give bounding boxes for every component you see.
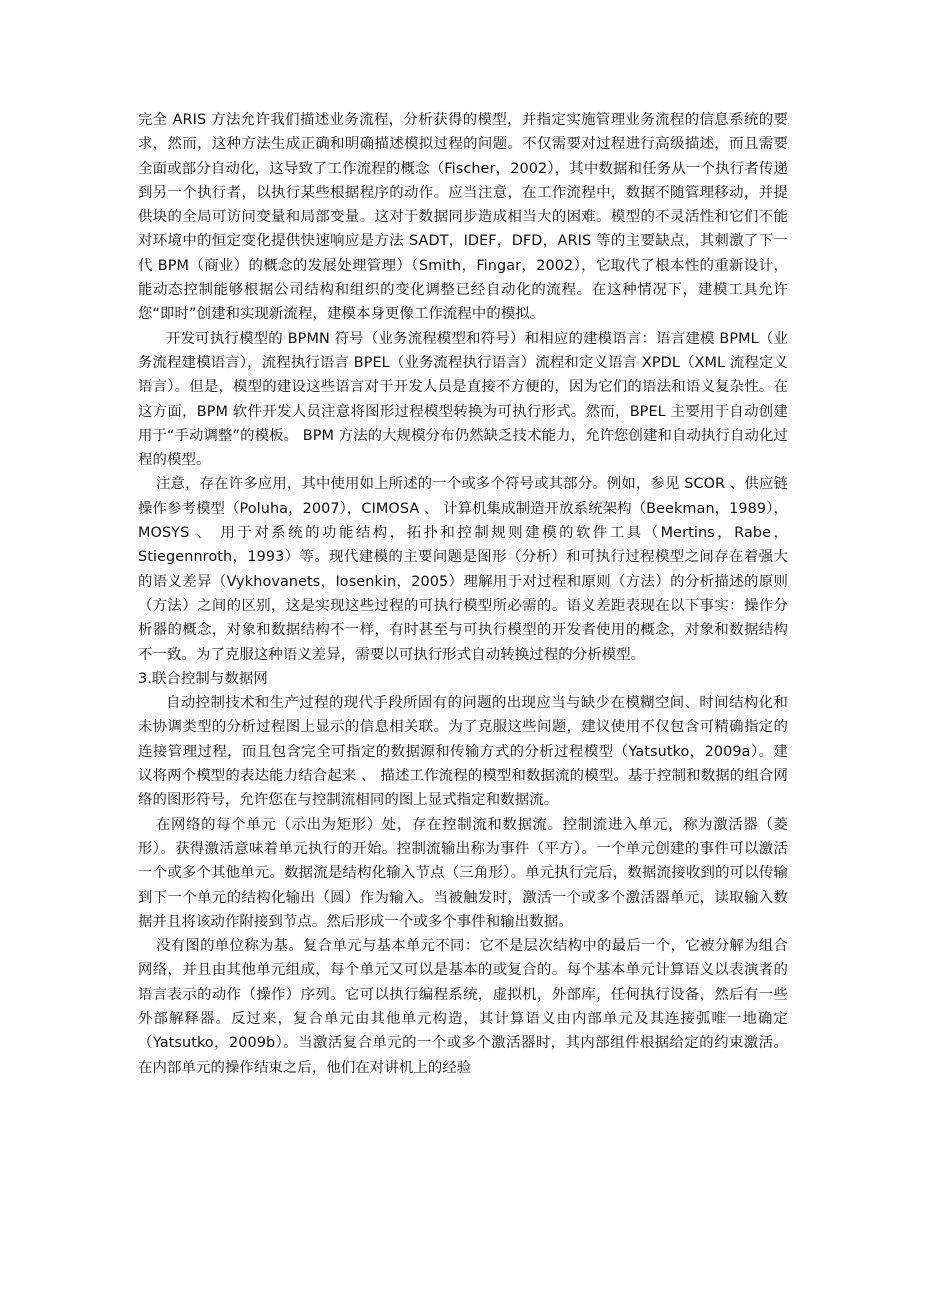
paragraph-network-units: 在网络的每个单元（示出为矩形）处，存在控制流和数据流。控制流进入单元，称为激活器（菱形）。获得激活意味着单元执行的开始。控制流输出称为事件（平方）。一个单元创建的事件可以激活一个或多个其他单元。数据流是结构化输入节点（三角形）。单元执行完后，数据流接收到的可以传输到下一个单元的结构化输出（圆）作为输入。当被触发时，激活一个或多个激活器单元，读取输入数据并且将该动作附接到节点。然后形成一个或多个事件和输出数据。 — [138, 816, 788, 930]
paragraph-semantic-gap: 注意，存在许多应用，其中使用如上所述的一个或多个符号或其部分。例如，参见 SCOR 、供应链操作参考模型（Poluha，2007），CIMOSA 、 计算机集成制造开放系统架构（Beekman，1989），MOSYS 、 用于对系统的功能结构，拓扑和控制规则建模的软件工具（Mertins，Rabe，Stiegennroth，1993）等。现代建模的主要问题是图形（分析）和可执行过程模型之间存在着强大的语义差异（Vykhovanets，Iosenkin，2005）理解用于对过程和原则（方法）的分析描述的原则（方法）之间的区别，这是实现这些过程的可执行模型所必需的。语义差距表现在以下事实：操作分析器的概念，对象和数据结构不一样，有时甚至与可执行模型的开发者使用的概念，对象和数据结构不一致。为了克服这种语义差异，需要以可执行形式自动转换过程的分析模型。 — [138, 476, 788, 663]
paragraph-control-data-model: 自动控制技术和生产过程的现代手段所固有的问题的出现应当与缺少在模糊空间、时间结构化和未协调类型的分析过程图上显示的信息相关联。为了克服这些问题，建议使用不仅包含可精确指定的连接管理过程，而且包含完全可指定的数据源和传输方式的分析过程模型（Yatsutko，2009a）。建议将两个模型的表达能力结合起来 、 描述工作流程的模型和数据流的模型。基于控制和数据的组合网络的图形符号，允许您在与控制流相同的图上显式指定和数据流。 — [138, 695, 788, 809]
section-heading: 3.联合控制与数据网 — [138, 670, 268, 687]
paragraph-bpmn-languages: 开发可执行模型的 BPMN 符号（业务流程模型和符号）和相应的建模语言：语言建模 BPML（业务流程建模语言），流程执行语言 BPEL（业务流程执行语言）流程和定义语言 XPDL（XML 流程定义语言）。但是，模型的建设这些语言对于开发人员是直接不方便的，因为它们的语法和语义复杂性。在这方面，BPM 软件开发人员注意将图形过程模型转换为可执行形式。然而，BPEL 主要用于自动创建用于“手动调整”的模板。 BPM 方法的大规模分布仍然缺乏技术能力，允许您创建和自动执行自动化过程的模型。 — [138, 330, 788, 469]
document-page — [138, 108, 788, 1080]
paragraph-composite-units: 没有图的单位称为基。复合单元与基本单元不同：它不是层次结构中的最后一个，它被分解为组合网络，并且由其他单元组成，每个单元又可以是基本的或复合的。每个基本单元计算语义以表演者的语言表示的动作（操作）序列。它可以执行编程系统，虚拟机，外部库，任何执行设备，然后有一些外部解释器。反过来，复合单元由其他单元构造，其计算语义由内部单元及其连接弧唯一地确定（Yatsutko，2009b）。当激活复合单元的一个或多个激活器时，其内部组件根据给定的约束激活。在内部单元的操作结束之后，他们在对讲机上的经验 — [138, 938, 788, 1076]
paragraph-aris-workflow: 完全 ARIS 方法允许我们描述业务流程，分析获得的模型，并指定实施管理业务流程的信息系统的要求，然而，这种方法生成正确和明确描述模拟过程的问题。不仅需要对过程进行高级描述，而且需要全面或部分自动化，这导致了工作流程的概念（Fischer，2002），其中数据和任务从一个执行者传递到另一个执行者，以执行某些根据程序的动作。应当注意，在工作流程中，数据不随管理移动，并提供块的全局可访问变量和局部变量。这对于数据同步造成相当大的困难。模型的不灵活性和它们不能对环境中的恒定变化提供快速响应是方法 SADT，IDEF，DFD，ARIS 等的主要缺点，其刺激了下一代 BPM（商业）的概念的发展处理管理）（Smith，Fingar，2002），它取代了根本性的重新设计，能动态控制能够根据公司结构和组织的变化调整已经自动化的流程。在这种情况下，建模工具允许您“即时”创建和实现新流程，建模本身更像工作流程中的模拟。 — [138, 112, 788, 323]
